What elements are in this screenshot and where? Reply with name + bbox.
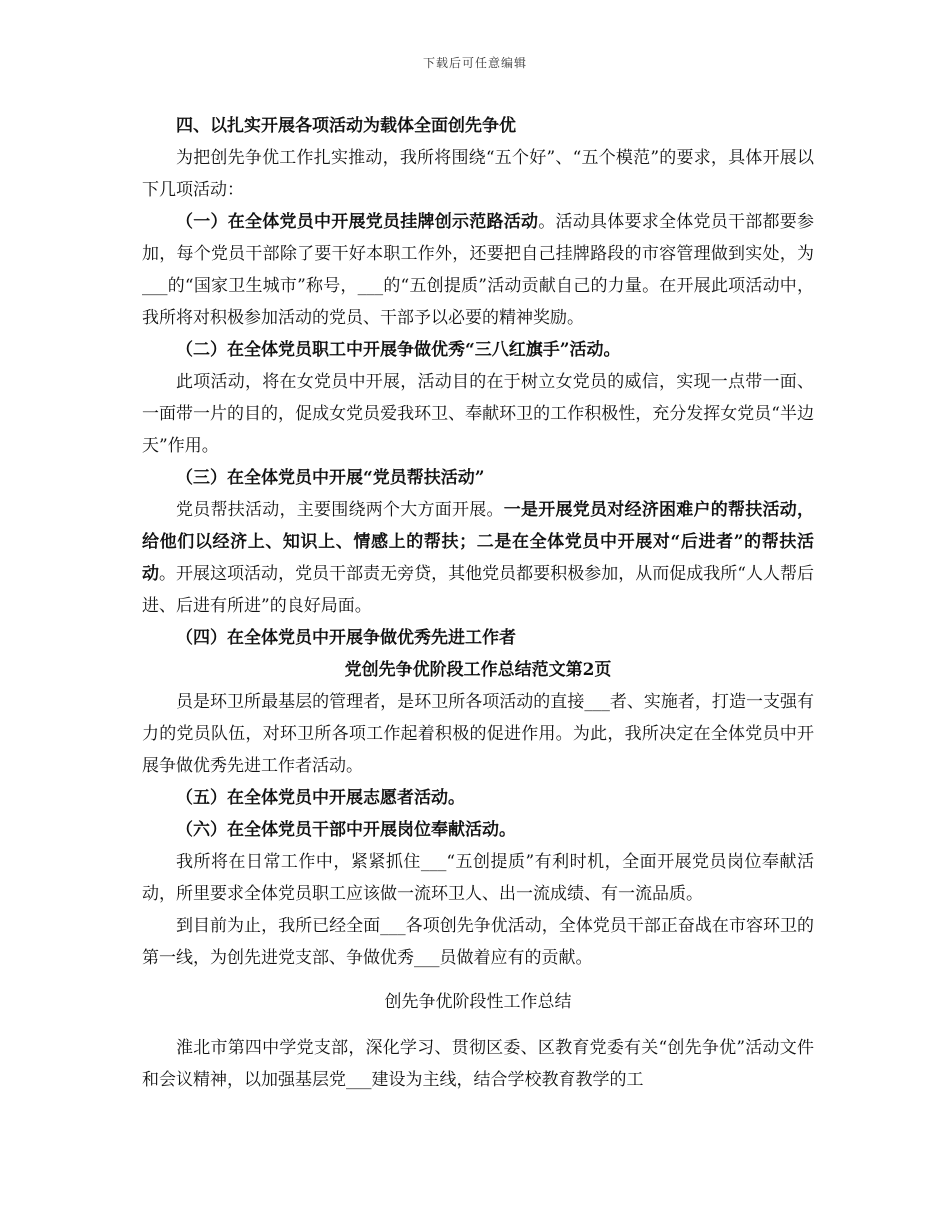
item3-body-start: 党员帮扶活动，主要围绕两个大方面开展。 bbox=[176, 500, 504, 520]
item3-body-bold: 一是开展党员对经济困难户的帮扶活动，给他们以经济上、知识上、情感上的帮扶；二是在全体党员中开展对“后进者”的帮扶活动 bbox=[142, 500, 814, 584]
item3-body bbox=[142, 494, 814, 622]
item6-body: 我所将在日常工作中，紧紧抓住___“五创提质”有利时机，全面开展党员岗位奉献活动，所里要求全体党员职工应该做一流环卫人、出一流成绩、有一流品质。 bbox=[142, 852, 814, 904]
intro-paragraph: 为把创先争优工作扎实推动，我所将围绕“五个好”、“五个模范”的要求，具体开展以下几项活动： bbox=[142, 148, 814, 200]
page-title: 党创先争优阶段工作总结范文第2页 bbox=[344, 660, 612, 680]
item3-title: （三）在全体党员中开展“党员帮扶活动” bbox=[176, 468, 485, 488]
item4-title: （四）在全体党员中开展争做优秀先进工作者 bbox=[176, 628, 516, 648]
item1-paragraph bbox=[142, 206, 814, 334]
item6-title: （六）在全体党员干部中开展岗位奉献活动。 bbox=[176, 820, 516, 840]
section4-title: 四、以扎实开展各项活动为载体全面创先争优 bbox=[176, 116, 516, 136]
header-note: 下载后可任意编辑 bbox=[422, 56, 527, 70]
item1-body: 。活动具体要求全体党员干部都要参加，每个党员干部除了要干好本职工作外，还要把自己挂牌路段的市容管理做到实处，为___的“国家卫生城市”称号，___的“五创提质”活动贡献自己的力量。在开展此项活动中，我所将对积极参加活动的党员、干部予以必要的精神奖励。 bbox=[142, 212, 814, 328]
second-body: 淮北市第四中学党支部，深化学习、贯彻区委、区教育党委有关“创先争优”活动文件和会议精神，以加强基层党___建设为主线，结合学校教育教学的工 bbox=[142, 1038, 814, 1090]
conclusion-paragraph: 到目前为止，我所已经全面___各项创先争优活动，全体党员干部正奋战在市容环卫的第一线，为创先进党支部、争做优秀___员做着应有的贡献。 bbox=[142, 916, 814, 968]
second-title: 创先争优阶段性工作总结 bbox=[384, 992, 572, 1012]
document-body bbox=[142, 110, 814, 1096]
item4-body: 员是环卫所最基层的管理者，是环卫所各项活动的直接___者、实施者，打造一支强有力的党员队伍，对环卫所各项工作起着积极的促进作用。为此，我所决定在全体党员中开展争做优秀先进工作者活动。 bbox=[142, 692, 814, 776]
item5-title: （五）在全体党员中开展志愿者活动。 bbox=[176, 788, 465, 808]
item2-body: 此项活动，将在女党员中开展，活动目的在于树立女党员的威信，实现一点带一面、一面带一片的目的，促成女党员爱我环卫、奉献环卫的工作积极性，充分发挥女党员“半边天”作用。 bbox=[142, 372, 814, 456]
item1-title: （一）在全体党员中开展党员挂牌创示范路活动 bbox=[176, 212, 539, 232]
item2-title: （二）在全体党员职工中开展争做优秀“三八红旗手”活动。 bbox=[176, 340, 621, 360]
item3-body-end: 。开展这项活动，党员干部责无旁贷，其他党员都要积极参加，从而促成我所“人人帮后进、后进有所进”的良好局面。 bbox=[142, 564, 814, 616]
